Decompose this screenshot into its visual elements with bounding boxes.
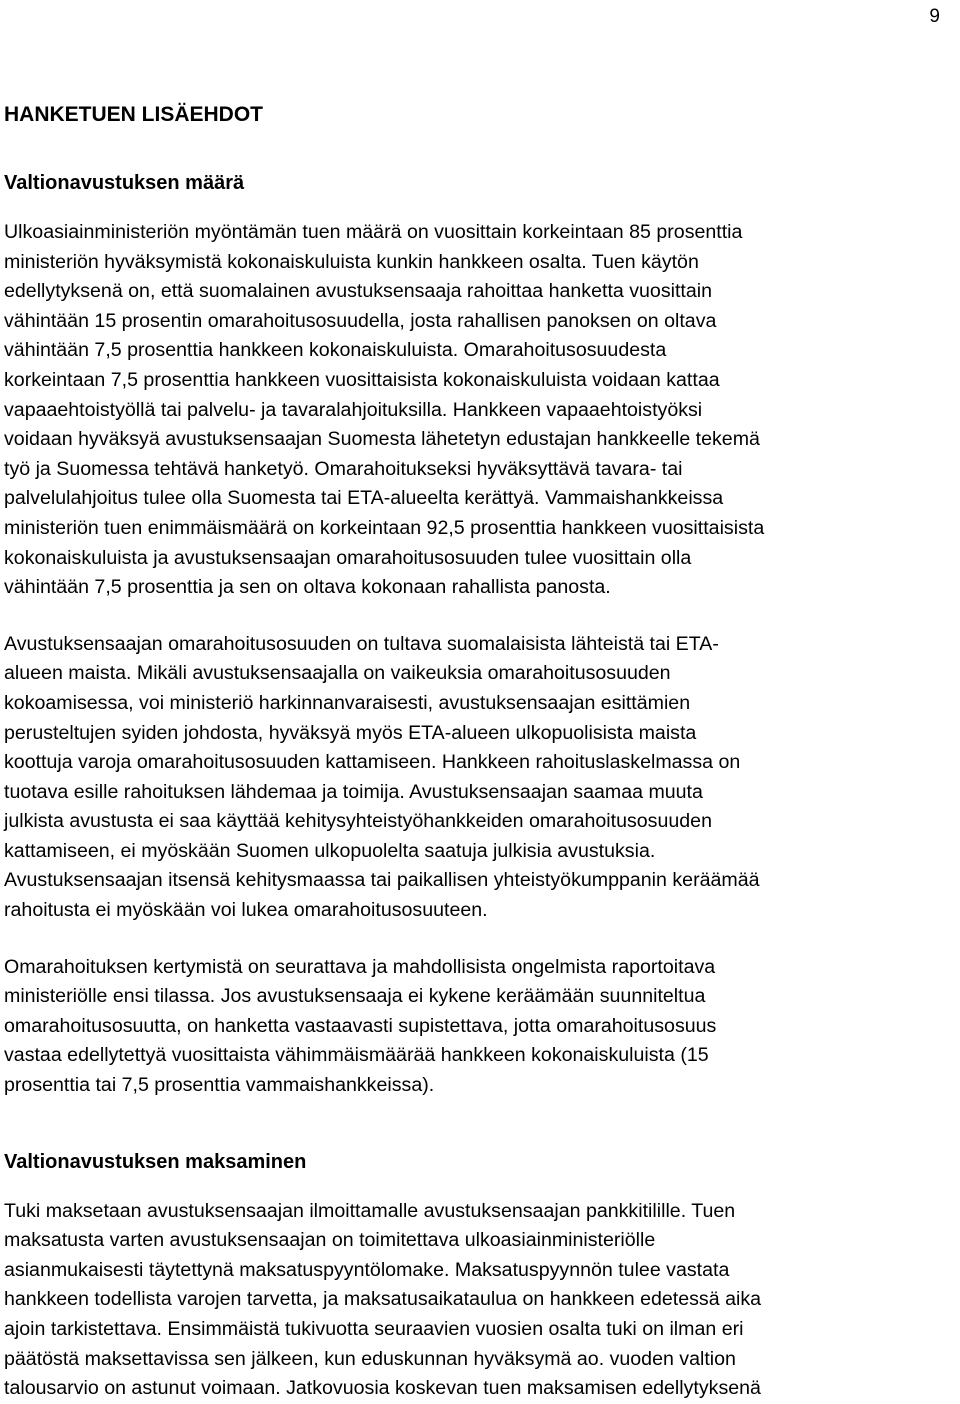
text-line: vastaa edellytettyä vuosittaista vähimmäismäärää hankkeen kokonaiskuluista (15 <box>4 1044 709 1067</box>
text-line: Ulkoasiainministeriön myöntämän tuen määrä on vuosittain korkeintaan 85 prosenttia <box>4 221 743 243</box>
page-number: 9 <box>929 6 940 27</box>
text-line: vähintään 7,5 prosenttia hankkeen kokonaiskuluista. Omarahoitusosuudesta <box>4 339 667 362</box>
text-line: kokonaiskuluista ja avustuksensaajan omarahoitusosuuden tulee vuosittain olla <box>4 546 692 569</box>
text-line: talousarvio on astunut voimaan. Jatkovuosia koskevan tuen maksamisen edellytyksenä <box>4 1377 761 1400</box>
text-line: julkista avustusta ei saa käyttää kehitysyhteistyöhankkeiden omarahoitusosuuden <box>4 810 712 833</box>
text-line: omarahoitusosuutta, on hanketta vastaavasti supistettava, jotta omarahoitusosuus <box>4 1014 717 1037</box>
paragraph-own-funding-sources <box>4 630 958 926</box>
text-line: edellytyksenä on, että suomalainen avustuksensaaja rahoittaa hanketta vuosittain <box>4 280 713 303</box>
text-line: Tuki maksetaan avustuksensaajan ilmoittamalle avustuksensaajan pankkitilille. Tuen <box>4 1199 736 1222</box>
text-line: perusteltujen syiden johdosta, hyväksyä myös ETA-alueen ulkopuolisista maista <box>4 721 697 744</box>
text-line: kokoamisessa, voi ministeriö harkinnanvaraisesti, avustuksensaajan esittämien <box>4 691 691 714</box>
text-line: Omarahoituksen kertymistä on seurattava ja mahdollisista ongelmista raportoitava <box>4 955 716 978</box>
text-line: voidaan hyväksyä avustuksensaajan Suomesta lähetetyn edustajan hankkeelle tekemä <box>4 428 760 451</box>
text-line: ajoin tarkistettava. Ensimmäistä tukivuotta seuraavien vuosien osalta tuki on ilman eri <box>4 1318 744 1340</box>
text-line: vähintään 7,5 prosenttia ja sen on oltava kokonaan rahallista panosta. <box>4 576 611 599</box>
text-line: ministeriölle ensi tilassa. Jos avustuksensaaja ei kykene keräämään suunniteltua <box>4 985 706 1008</box>
text-line: ministeriön hyväksymistä kokonaiskuluista kunkin hankkeen osalta. Tuen käytön <box>4 250 699 273</box>
text-line: prosenttia tai 7,5 prosenttia vammaishankkeissa). <box>4 1074 435 1097</box>
text-line: hankkeen todellista varojen tarvetta, ja maksatusaikataulua on hankkeen edetessä aika <box>4 1288 762 1311</box>
text-line: päätöstä maksettavissa sen jälkeen, kun eduskunnan hyväksymä ao. vuoden valtion <box>4 1347 736 1370</box>
text-line: koottuja varoja omarahoitusosuuden kattamiseen. Hankkeen rahoituslaskelmassa on <box>4 751 741 774</box>
text-line: tuotava esille rahoituksen lähdemaa ja toimija. Avustuksensaajan saamaa muuta <box>4 780 703 803</box>
text-line: maksatusta varten avustuksensaajan on toimitettava ulkoasiainministeriölle <box>4 1229 656 1252</box>
paragraph-grant-amount <box>4 218 958 603</box>
text-line: palvelulahjoitus tulee olla Suomesta tai ETA-alueelta kerättyä. Vammaishankkeissa <box>4 487 724 510</box>
text-line: asianmukaisesti täytettynä maksatuspyyntölomake. Maksatuspyynnön tulee vastata <box>4 1258 730 1281</box>
text-line: työ ja Suomessa tehtävä hanketyö. Omarahoitukseksi hyväksyttävä tavara- tai <box>4 457 683 480</box>
text-line: Avustuksensaajan omarahoitusosuuden on tultava suomalaisista lähteistä tai ETA- <box>4 632 719 655</box>
text-line: Avustuksensaajan itsensä kehitysmaassa tai paikallisen yhteistyökumppanin keräämää <box>4 869 760 892</box>
text-line: alueen maista. Mikäli avustuksensaajalla on vaikeuksia omarahoitusosuuden <box>4 662 671 685</box>
text-line: vapaaehtoistyöllä tai palvelu- ja tavaralahjoituksilla. Hankkeen vapaaehtoistyöksi <box>4 398 703 421</box>
section-heading-grant-amount: Valtionavustuksen määrä <box>4 172 245 194</box>
document-body <box>4 98 958 1404</box>
text-line: ministeriön tuen enimmäismäärä on korkeintaan 92,5 prosenttia hankkeen vuosittaisista <box>4 516 765 539</box>
paragraph-grant-payment <box>4 1197 958 1404</box>
main-heading: HANKETUEN LISÄEHDOT <box>4 103 264 126</box>
text-line: vähintään 15 prosentin omarahoitusosuudella, josta rahallisen panoksen on oltava <box>4 309 717 332</box>
section-heading-grant-payment: Valtionavustuksen maksaminen <box>4 1150 307 1173</box>
text-line: kattamiseen, ei myöskään Suomen ulkopuolelta saatuja julkisia avustuksia. <box>4 839 656 862</box>
text-line: rahoitusta ei myöskään voi lukea omarahoitusosuuteen. <box>4 899 488 922</box>
paragraph-funding-monitoring <box>4 953 958 1101</box>
text-line: korkeintaan 7,5 prosenttia hankkeen vuosittaisista kokonaiskuluista voidaan kattaa <box>4 368 720 391</box>
